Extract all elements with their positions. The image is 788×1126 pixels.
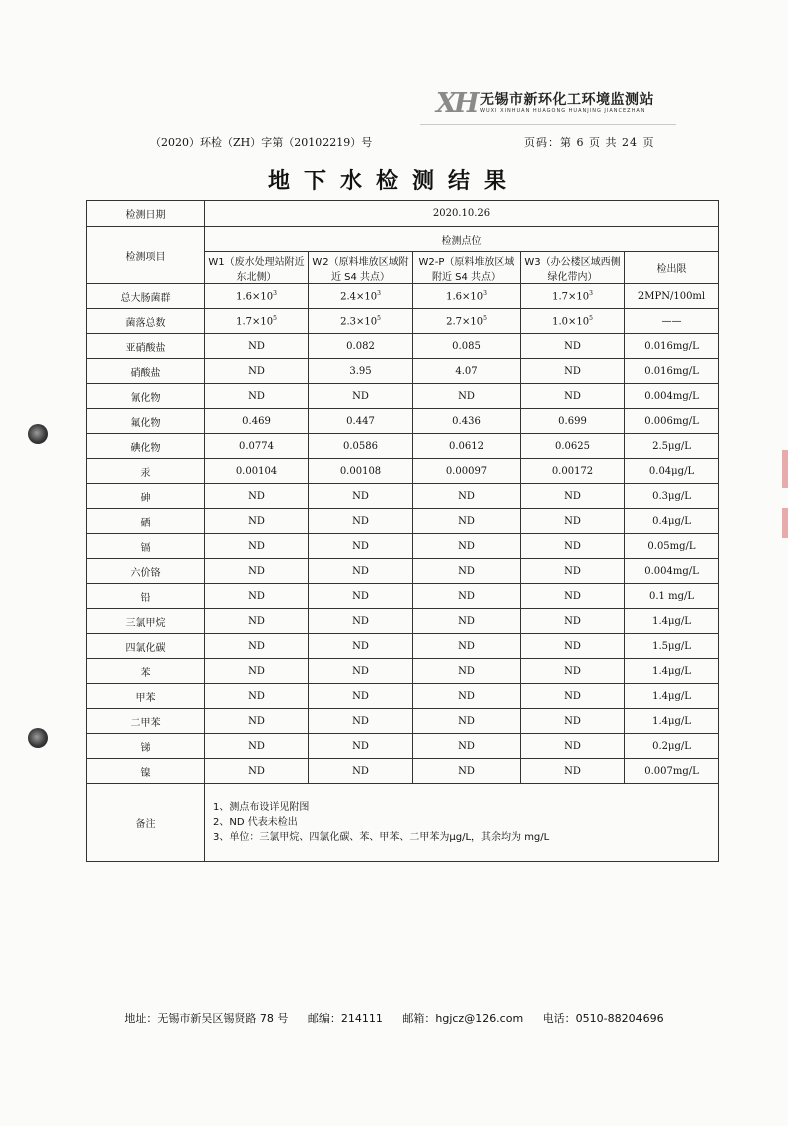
result-cell <box>309 409 413 434</box>
result-value: ND <box>564 540 581 552</box>
detection-limit: 0.05mg/L <box>625 534 719 559</box>
column-header: W2（原料堆放区域附近 S4 共点） <box>309 252 413 284</box>
result-value: 0.00172 <box>551 465 594 477</box>
footer-phone: 电话：0510-88204696 <box>542 1012 664 1025</box>
row-item-name: 硒 <box>87 509 205 534</box>
result-value: ND <box>458 740 475 752</box>
result-value: ND <box>458 565 475 577</box>
logo-chinese-name: 无锡市新环化工环境监测站 <box>480 92 654 108</box>
result-value: ND <box>248 665 265 677</box>
result-value: ND <box>248 715 265 727</box>
result-value: ND <box>564 340 581 352</box>
result-cell <box>521 659 625 684</box>
result-cell <box>205 584 309 609</box>
footer-email: 邮箱：hgjcz@126.com <box>402 1012 524 1025</box>
result-value: ND <box>458 665 475 677</box>
result-value: ND <box>248 490 265 502</box>
result-cell <box>521 284 625 309</box>
table-row <box>87 659 719 684</box>
detection-limit: 0.004mg/L <box>625 384 719 409</box>
result-value: 2.7×10 <box>446 316 484 328</box>
page-footer <box>0 1010 788 1026</box>
detection-limit: 0.1 mg/L <box>625 584 719 609</box>
result-value: ND <box>248 390 265 402</box>
points-label: 检测点位 <box>205 227 719 252</box>
result-value: 4.07 <box>455 365 478 377</box>
result-value: ND <box>458 615 475 627</box>
result-cell <box>521 509 625 534</box>
result-cell <box>521 384 625 409</box>
result-cell <box>413 359 521 384</box>
detection-limit: 0.006mg/L <box>625 409 719 434</box>
detection-limit: 0.3μg/L <box>625 484 719 509</box>
margin-stamp-mark <box>782 450 788 488</box>
result-cell <box>521 534 625 559</box>
result-cell <box>521 584 625 609</box>
table-row <box>87 634 719 659</box>
note-line: 2、ND 代表未检出 <box>213 817 298 828</box>
result-value: ND <box>248 765 265 777</box>
result-cell <box>521 334 625 359</box>
row-item-name: 二甲苯 <box>87 709 205 734</box>
result-cell <box>205 359 309 384</box>
result-cell <box>309 709 413 734</box>
result-cell <box>413 684 521 709</box>
result-cell <box>413 634 521 659</box>
result-cell <box>309 759 413 784</box>
column-header: W1（废水处理站附近东北侧） <box>205 252 309 284</box>
row-item-name: 碘化物 <box>87 434 205 459</box>
report-reference: （2020）环检（ZH）字第（20102219）号 <box>150 136 373 149</box>
result-cell <box>309 434 413 459</box>
result-cell <box>413 409 521 434</box>
result-value: 3.95 <box>349 365 372 377</box>
result-cell <box>413 459 521 484</box>
detection-limit: 0.016mg/L <box>625 359 719 384</box>
result-cell <box>521 559 625 584</box>
result-value: ND <box>458 390 475 402</box>
result-value: 0.447 <box>346 415 375 427</box>
detection-limit: 1.4μg/L <box>625 609 719 634</box>
row-item-name: 砷 <box>87 484 205 509</box>
result-value: ND <box>458 540 475 552</box>
result-cell <box>309 734 413 759</box>
result-cell <box>205 509 309 534</box>
result-cell <box>205 484 309 509</box>
result-value: ND <box>352 640 369 652</box>
result-cell <box>521 309 625 334</box>
row-item-name: 亚硝酸盐 <box>87 334 205 359</box>
column-header: W3（办公楼区域西侧绿化带内） <box>521 252 625 284</box>
result-value: ND <box>458 690 475 702</box>
date-value: 2020.10.26 <box>205 201 719 227</box>
logo-mark: XH <box>436 88 477 119</box>
result-value: ND <box>248 615 265 627</box>
result-cell <box>413 509 521 534</box>
punch-hole <box>28 728 48 748</box>
result-exponent: 3 <box>273 289 277 297</box>
table-row <box>87 309 719 334</box>
row-item-name: 六价铬 <box>87 559 205 584</box>
page-number: 页码：第 6 页 共 24 页 <box>524 136 655 149</box>
result-value: ND <box>564 690 581 702</box>
result-cell <box>521 759 625 784</box>
result-value: ND <box>352 565 369 577</box>
result-cell <box>309 634 413 659</box>
result-cell <box>205 734 309 759</box>
detection-limit: 0.04μg/L <box>625 459 719 484</box>
table-row <box>87 709 719 734</box>
result-cell <box>309 484 413 509</box>
result-cell <box>413 484 521 509</box>
result-cell <box>413 584 521 609</box>
result-value: 0.0774 <box>239 440 274 452</box>
row-item-name: 苯 <box>87 659 205 684</box>
result-exponent: 5 <box>589 314 593 322</box>
result-cell <box>205 434 309 459</box>
result-cell <box>309 384 413 409</box>
result-cell <box>521 634 625 659</box>
result-value: ND <box>248 515 265 527</box>
result-cell <box>413 534 521 559</box>
page-title: 地下水检测结果 <box>267 169 520 194</box>
result-value: ND <box>352 690 369 702</box>
result-cell <box>413 434 521 459</box>
row-item-name: 镍 <box>87 759 205 784</box>
result-cell <box>521 484 625 509</box>
row-item-name: 镉 <box>87 534 205 559</box>
table-row <box>87 434 719 459</box>
table-row <box>87 509 719 534</box>
station-logo <box>436 88 676 120</box>
item-label: 检测项目 <box>87 227 205 284</box>
row-item-name: 总大肠菌群 <box>87 284 205 309</box>
result-cell <box>309 509 413 534</box>
margin-stamp-mark <box>782 508 788 538</box>
result-value: ND <box>248 740 265 752</box>
result-value: 0.699 <box>558 415 587 427</box>
result-cell <box>521 734 625 759</box>
punch-hole <box>28 424 48 444</box>
result-value: ND <box>352 665 369 677</box>
result-value: 1.6×10 <box>236 291 274 303</box>
result-cell <box>521 409 625 434</box>
detection-limit: 0.007mg/L <box>625 759 719 784</box>
row-item-name: 三氯甲烷 <box>87 609 205 634</box>
result-cell <box>413 609 521 634</box>
result-cell <box>413 284 521 309</box>
row-item-name: 汞 <box>87 459 205 484</box>
table-row <box>87 459 719 484</box>
detection-limit: 0.004mg/L <box>625 559 719 584</box>
result-value: ND <box>564 590 581 602</box>
row-item-name: 菌落总数 <box>87 309 205 334</box>
result-exponent: 3 <box>589 289 593 297</box>
result-value: 2.3×10 <box>340 316 378 328</box>
result-cell <box>309 659 413 684</box>
detection-limit: 2.5μg/L <box>625 434 719 459</box>
result-value: 0.00108 <box>339 465 382 477</box>
result-value: ND <box>458 515 475 527</box>
result-value: ND <box>352 615 369 627</box>
result-cell <box>521 684 625 709</box>
result-cell <box>309 684 413 709</box>
result-cell <box>309 334 413 359</box>
table-row <box>87 684 719 709</box>
result-value: ND <box>564 515 581 527</box>
table-row <box>87 334 719 359</box>
row-item-name: 铅 <box>87 584 205 609</box>
notes-row <box>87 784 719 862</box>
result-value: ND <box>564 765 581 777</box>
result-value: ND <box>248 540 265 552</box>
footer-address: 地址：无锡市新吴区锡贤路 78 号 <box>124 1012 289 1025</box>
result-cell <box>205 409 309 434</box>
result-exponent: 5 <box>377 314 381 322</box>
detection-limit: 1.4μg/L <box>625 709 719 734</box>
notes-content <box>205 784 719 862</box>
result-value: ND <box>564 390 581 402</box>
result-cell <box>413 659 521 684</box>
result-value: 0.436 <box>452 415 481 427</box>
result-cell <box>205 334 309 359</box>
result-cell <box>413 759 521 784</box>
logo-english-name: WUXI XINHUAN HUAGONG HUANJING JIANCEZHAN <box>480 108 646 114</box>
table-row <box>87 359 719 384</box>
result-cell <box>205 634 309 659</box>
detection-limit: 2MPN/100ml <box>625 284 719 309</box>
row-item-name: 硝酸盐 <box>87 359 205 384</box>
result-cell <box>309 534 413 559</box>
result-cell <box>413 384 521 409</box>
result-value: 2.4×10 <box>340 291 378 303</box>
result-cell <box>521 459 625 484</box>
table-row <box>87 384 719 409</box>
result-value: ND <box>248 690 265 702</box>
result-cell <box>205 384 309 409</box>
result-value: 1.7×10 <box>552 291 590 303</box>
result-value: ND <box>564 740 581 752</box>
result-value: ND <box>458 765 475 777</box>
result-cell <box>309 309 413 334</box>
notes-label: 备注 <box>87 784 205 862</box>
result-cell <box>413 334 521 359</box>
result-value: 1.0×10 <box>552 316 590 328</box>
detection-limit: 1.4μg/L <box>625 659 719 684</box>
result-cell <box>309 584 413 609</box>
row-item-name: 甲苯 <box>87 684 205 709</box>
result-value: 0.085 <box>452 340 481 352</box>
result-cell <box>521 709 625 734</box>
result-value: 1.7×10 <box>236 316 274 328</box>
row-item-name: 四氯化碳 <box>87 634 205 659</box>
result-value: 0.0625 <box>555 440 590 452</box>
column-header: W2-P（原料堆放区域附近 S4 共点） <box>413 252 521 284</box>
result-cell <box>309 559 413 584</box>
detection-limit: 1.5μg/L <box>625 634 719 659</box>
table-row <box>87 534 719 559</box>
result-exponent: 3 <box>483 289 487 297</box>
result-value: ND <box>458 590 475 602</box>
result-value: ND <box>352 540 369 552</box>
result-value: ND <box>564 615 581 627</box>
result-cell <box>309 284 413 309</box>
result-value: ND <box>352 740 369 752</box>
result-cell <box>205 309 309 334</box>
table-row <box>87 584 719 609</box>
detection-limit: 0.016mg/L <box>625 334 719 359</box>
result-cell <box>205 459 309 484</box>
date-label: 检测日期 <box>87 201 205 227</box>
note-line: 1、测点布设详见附图 <box>213 802 310 813</box>
footer-postcode: 邮编：214111 <box>307 1012 383 1025</box>
result-value: 0.00097 <box>445 465 488 477</box>
result-cell <box>413 709 521 734</box>
row-item-name: 氰化物 <box>87 384 205 409</box>
result-value: ND <box>564 640 581 652</box>
result-cell <box>521 609 625 634</box>
result-cell <box>521 359 625 384</box>
result-cell <box>205 284 309 309</box>
detection-limit: 0.2μg/L <box>625 734 719 759</box>
result-value: 0.00104 <box>235 465 278 477</box>
result-cell <box>205 759 309 784</box>
result-value: ND <box>248 365 265 377</box>
detection-limit: 0.4μg/L <box>625 509 719 534</box>
results-table <box>86 200 719 862</box>
result-value: ND <box>352 765 369 777</box>
result-cell <box>205 709 309 734</box>
result-value: ND <box>248 640 265 652</box>
note-line: 3、单位：三氯甲烷、四氯化碳、苯、甲苯、二甲苯为μg/L，其余均为 mg/L <box>213 832 550 843</box>
result-value: ND <box>352 390 369 402</box>
result-cell <box>205 609 309 634</box>
table-row <box>87 759 719 784</box>
result-value: ND <box>458 640 475 652</box>
table-row <box>87 734 719 759</box>
result-value: ND <box>248 340 265 352</box>
result-exponent: 3 <box>377 289 381 297</box>
column-header: 检出限 <box>625 252 719 284</box>
result-value: ND <box>352 590 369 602</box>
header-divider <box>420 124 676 125</box>
result-value: 1.6×10 <box>446 291 484 303</box>
result-exponent: 5 <box>273 314 277 322</box>
result-cell <box>205 534 309 559</box>
result-value: ND <box>352 715 369 727</box>
result-value: ND <box>564 665 581 677</box>
result-value: ND <box>564 490 581 502</box>
result-cell <box>205 559 309 584</box>
result-cell <box>413 559 521 584</box>
table-row <box>87 409 719 434</box>
result-value: ND <box>248 590 265 602</box>
result-value: ND <box>564 565 581 577</box>
result-value: ND <box>248 565 265 577</box>
result-exponent: 5 <box>483 314 487 322</box>
result-cell <box>205 659 309 684</box>
row-item-name: 氟化物 <box>87 409 205 434</box>
result-value: 0.0586 <box>343 440 378 452</box>
result-value: ND <box>352 515 369 527</box>
result-value: ND <box>458 490 475 502</box>
result-value: 0.469 <box>242 415 271 427</box>
table-row <box>87 484 719 509</box>
detection-limit: 1.4μg/L <box>625 684 719 709</box>
result-value: ND <box>564 365 581 377</box>
detection-limit: —— <box>625 309 719 334</box>
result-cell <box>309 459 413 484</box>
result-cell <box>413 309 521 334</box>
table-row <box>87 284 719 309</box>
result-cell <box>413 734 521 759</box>
result-cell <box>521 434 625 459</box>
table-row <box>87 559 719 584</box>
row-item-name: 锑 <box>87 734 205 759</box>
result-cell <box>205 684 309 709</box>
result-cell <box>309 609 413 634</box>
result-value: ND <box>352 490 369 502</box>
result-cell <box>309 359 413 384</box>
result-value: ND <box>564 715 581 727</box>
result-value: 0.082 <box>346 340 375 352</box>
result-value: 0.0612 <box>449 440 484 452</box>
result-value: ND <box>458 715 475 727</box>
table-row <box>87 609 719 634</box>
